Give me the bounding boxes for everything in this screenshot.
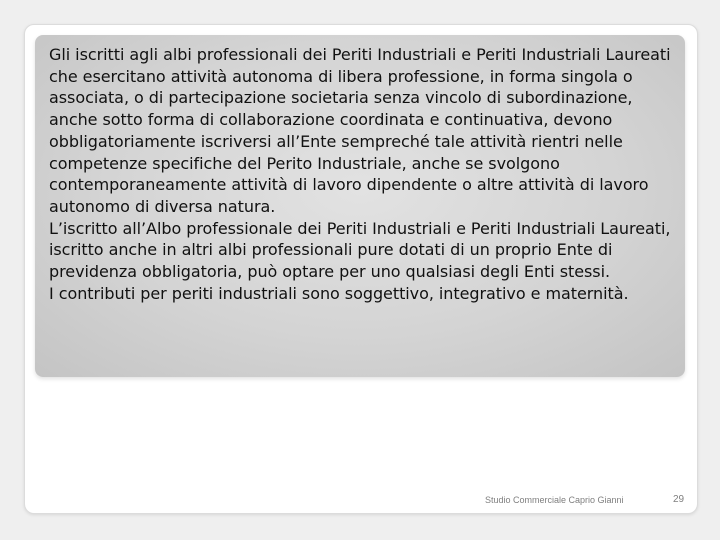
- paragraph-ente-enrollment: Gli iscritti agli albi professionali dei Periti Industriali e Periti Industriali Laureati che esercitano attività autonoma di libera professione, in forma singola o associata, o di partecipazione societaria senza vincolo di subordinazione, anche sotto forma di collaborazione coordinata e continuativa, devono obbligatoriamente iscriversi all’Ente sempreché tale attività rientri nelle competenze specifiche del Perito Industriale, anche se svolgono contemporaneamente attività di lavoro dipendente o altre attività di lavoro autonomo di diversa natura.: [49, 45, 671, 216]
- paragraph-albo-option: L’iscritto all’Albo professionale dei Periti Industriali e Periti Industriali Laureati, iscritto anche in altri albi professionali pure dotati di un proprio Ente di previdenza obbligatoria, può optare per uno qualsiasi degli Enti stessi.: [49, 218, 671, 282]
- footer-text: Studio Commerciale Caprio Gianni: [485, 495, 624, 505]
- slide: [24, 24, 698, 514]
- content-box: [35, 35, 685, 377]
- page-number: 29: [673, 494, 685, 505]
- body-text: [49, 44, 679, 304]
- paragraph-contributions: I contributi per periti industriali sono soggettivo, integrativo e maternità.: [49, 283, 629, 303]
